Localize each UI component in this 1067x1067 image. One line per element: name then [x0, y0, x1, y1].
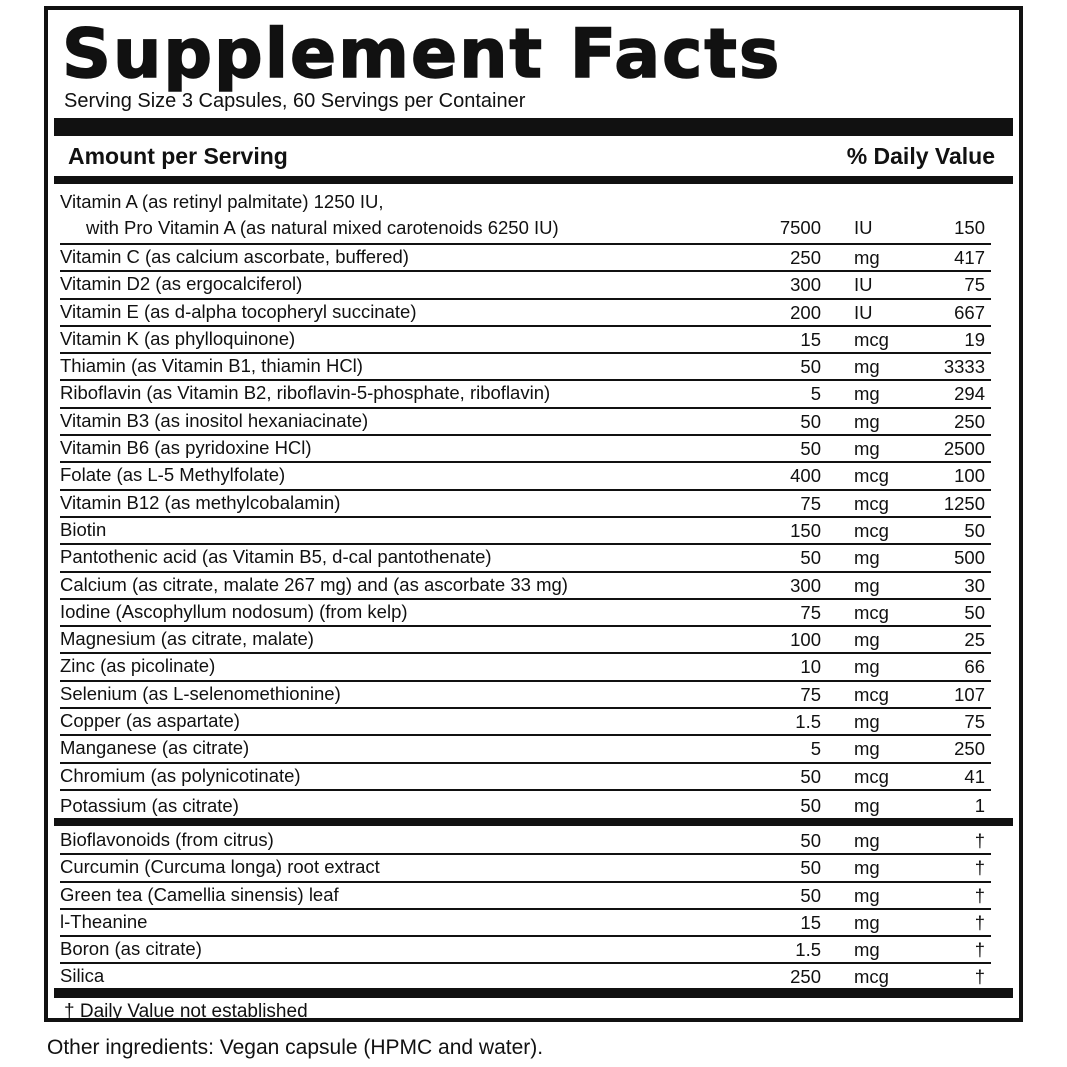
nutrient-name: Calcium (as citrate, malate 267 mg) and (as ascorbate 33 mg) [60, 573, 568, 595]
nutrient-name: Biotin [60, 518, 107, 540]
thick-divider-header [54, 176, 1013, 184]
nutrient-unit: mg [854, 629, 880, 651]
nutrient-row [60, 354, 991, 381]
nutrient-amount: 300 [790, 574, 821, 596]
nutrient-name: Riboflavin (as Vitamin B2, riboflavin-5-phosphate, riboflavin) [60, 382, 551, 404]
nutrient-amount: 50 [800, 438, 821, 460]
nutrient-amount: 250 [790, 247, 821, 268]
nutrient-name: Green tea (Camellia sinensis) leaf [60, 883, 339, 905]
nutrient-name: Curcumin (Curcuma longa) root extract [60, 856, 380, 878]
nutrient-dv: 30 [964, 574, 985, 596]
nutrient-row [60, 791, 991, 821]
nutrient-amount: 50 [800, 794, 821, 816]
nutrient-list [60, 190, 991, 821]
nutrient-dv: 417 [954, 247, 985, 268]
nutrient-amount: 50 [800, 857, 821, 879]
nutrient-name: Vitamin K (as phylloquinone) [60, 327, 296, 349]
nutrient-name: Selenium (as L-selenomethionine) [60, 682, 341, 704]
nutrient-dv: 1 [974, 794, 985, 816]
nutrient-row-vitamin-a [60, 190, 991, 245]
nutrient-dv: 2500 [943, 438, 985, 460]
nutrient-name: Bioflavonoids (from citrus) [60, 829, 274, 850]
nutrient-dv: † [974, 857, 985, 879]
panel-title: Supplement Facts [62, 15, 782, 94]
nutrient-amount: 50 [800, 884, 821, 906]
nutrient-unit: mcg [854, 966, 889, 988]
nutrient-amount: 10 [800, 656, 821, 678]
nutrient-unit: IU [854, 301, 873, 323]
nutrient-unit: mcg [854, 765, 889, 787]
nutrient-unit: mcg [854, 465, 889, 487]
nutrient-row [60, 545, 991, 572]
nutrient-unit: mg [854, 830, 880, 851]
nutrient-unit: mg [854, 738, 880, 760]
nutrient-name: Vitamin E (as d-alpha tocopheryl succinate) [60, 300, 417, 322]
nutrient-name: Chromium (as polynicotinate) [60, 764, 301, 786]
nutrient-dv: † [974, 966, 985, 988]
nutrient-row [60, 381, 991, 408]
nutrient-row [60, 764, 991, 791]
nutrient-unit: mg [854, 656, 880, 678]
nutrient-name: Folate (as L-5 Methylfolate) [60, 464, 286, 486]
nutrient-amount: 50 [800, 410, 821, 432]
nutrient-amount: 50 [800, 765, 821, 787]
nutrient-name: Pantothenic acid (as Vitamin B5, d-cal pantothenate) [60, 546, 492, 568]
nutrient-amount: 15 [800, 328, 821, 350]
nutrient-amount: 200 [790, 301, 821, 323]
nutrient-row [60, 300, 991, 327]
nutrient-row [60, 682, 991, 709]
nutrient-row [60, 964, 991, 989]
nutrient-name: Iodine (Ascophyllum nodosum) (from kelp) [60, 600, 408, 622]
nutrient-name: Silica [60, 965, 105, 987]
nutrient-dv: 66 [964, 656, 985, 678]
nutrient-row [60, 600, 991, 627]
nutrient-name: Vitamin B12 (as methylcobalamin) [60, 491, 341, 513]
nutrient-dv: 294 [954, 383, 985, 405]
nutrient-dv: 250 [954, 410, 985, 432]
nutrient-dv: 3333 [943, 356, 985, 378]
nutrient-name: Vitamin D2 (as ergocalciferol) [60, 273, 303, 295]
serving-size: Serving Size 3 Capsules, 60 Servings per Container [64, 90, 526, 112]
nutrient-unit: mg [854, 574, 880, 596]
nutrient-unit: mcg [854, 683, 889, 705]
nutrient-amount: 150 [790, 519, 821, 541]
nutrient-name: Potassium (as citrate) [60, 794, 239, 816]
nutrient-unit: mg [854, 939, 880, 961]
nutrient-unit: IU [854, 274, 873, 296]
nutrient-dv: 50 [964, 601, 985, 623]
nutrient-unit: mcg [854, 328, 889, 350]
nutrient-row [60, 855, 991, 882]
amount-per-serving-header: Amount per Serving [68, 143, 288, 169]
nutrient-name: Copper (as aspartate) [60, 710, 240, 732]
nutrient-dv: 75 [964, 711, 985, 733]
nutrient-name: Zinc (as picolinate) [60, 655, 216, 677]
nutrient-row [60, 654, 991, 681]
nutrient-amount: 75 [800, 683, 821, 705]
nutrient-unit: mg [854, 247, 880, 268]
nutrient-dv: 100 [954, 465, 985, 487]
nutrient-name: Magnesium (as citrate, malate) [60, 628, 314, 650]
nutrient-unit: mg [854, 356, 880, 378]
nutrient-unit: mcg [854, 601, 889, 623]
nutrient-dv: † [974, 884, 985, 906]
column-header [68, 141, 995, 171]
nutrient-unit: mg [854, 547, 880, 569]
nutrient-row [60, 736, 991, 763]
nutrient-name: Thiamin (as Vitamin B1, thiamin HCl) [60, 355, 363, 377]
nutrient-unit: mg [854, 794, 880, 816]
nutrient-amount: 5 [810, 383, 821, 405]
nutrient-row [60, 409, 991, 436]
nutrient-unit: mg [854, 410, 880, 432]
nutrient-row [60, 937, 991, 964]
nutrient-amount: 100 [790, 629, 821, 651]
footnote: † Daily Value not established [64, 1001, 308, 1022]
nutrient-name: Boron (as citrate) [60, 938, 202, 960]
nutrient-dv: 150 [954, 217, 985, 238]
nutrient-row [60, 327, 991, 354]
nutrient-name: l-Theanine [60, 910, 148, 932]
nutrient-dv: 667 [954, 301, 985, 323]
nutrient-unit: mg [854, 711, 880, 733]
nutrient-dv: † [974, 939, 985, 961]
nutrient-row [60, 245, 991, 272]
nutrient-amount: 250 [790, 966, 821, 988]
nutrient-dv: 50 [964, 519, 985, 541]
nutrient-unit: mg [854, 383, 880, 405]
nutrient-amount: 7500 [779, 217, 821, 238]
nutrient-dv: 75 [964, 274, 985, 296]
nutrient-dv: † [974, 911, 985, 933]
nutrient-unit: mcg [854, 519, 889, 541]
nutrient-amount: 50 [800, 830, 821, 851]
nutrient-dv: 1250 [943, 492, 985, 514]
nutrient-unit: mcg [854, 492, 889, 514]
thick-divider-middle [54, 818, 1013, 826]
nutrient-row [60, 883, 991, 910]
nutrient-dv: 500 [954, 547, 985, 569]
nutrient-name: Vitamin B3 (as inositol hexaniacinate) [60, 409, 369, 431]
nutrient-name: Vitamin B6 (as pyridoxine HCl) [60, 437, 312, 459]
nutrient-row [60, 828, 991, 855]
nutrient-name: Vitamin A (as retinyl palmitate) 1250 IU, [60, 191, 384, 212]
nutrient-dv: 25 [964, 629, 985, 651]
nutrient-amount: 300 [790, 274, 821, 296]
nutrient-unit: IU [854, 217, 873, 238]
nutrient-amount: 15 [800, 911, 821, 933]
nutrient-amount: 75 [800, 601, 821, 623]
nutrient-unit: mg [854, 911, 880, 933]
supplement-facts-panel [44, 6, 1023, 1022]
nutrient-row [60, 436, 991, 463]
nutrient-amount: 1.5 [795, 939, 821, 961]
nutrient-row [60, 491, 991, 518]
nutrient-amount: 400 [790, 465, 821, 487]
nutrient-row [60, 463, 991, 490]
nutrient-dv: † [974, 830, 985, 851]
nutrient-row [60, 627, 991, 654]
thick-divider-top [54, 118, 1013, 136]
nutrient-dv: 19 [964, 328, 985, 350]
nutrient-row [60, 573, 991, 600]
other-ingredients: Other ingredients: Vegan capsule (HPMC and water). [47, 1036, 544, 1059]
nutrient-name: Manganese (as citrate) [60, 737, 250, 759]
nutrient-name: Vitamin C (as calcium ascorbate, buffered) [60, 246, 409, 267]
other-ingredient-list [60, 828, 991, 990]
nutrient-name-sub: with Pro Vitamin A (as natural mixed carotenoids 6250 IU) [86, 217, 559, 238]
daily-value-header: % Daily Value [846, 143, 995, 169]
nutrient-amount: 5 [810, 738, 821, 760]
nutrient-dv: 250 [954, 738, 985, 760]
nutrient-dv: 107 [954, 683, 985, 705]
nutrient-row [60, 709, 991, 736]
nutrient-dv: 41 [964, 765, 985, 787]
nutrient-row [60, 518, 991, 545]
nutrient-amount: 50 [800, 356, 821, 378]
nutrient-amount: 50 [800, 547, 821, 569]
nutrient-amount: 75 [800, 492, 821, 514]
nutrient-unit: mg [854, 438, 880, 460]
nutrient-unit: mg [854, 884, 880, 906]
nutrient-row [60, 272, 991, 299]
thick-divider-bottom [54, 988, 1013, 998]
nutrient-amount: 1.5 [795, 711, 821, 733]
nutrient-row [60, 910, 991, 937]
nutrient-unit: mg [854, 857, 880, 879]
